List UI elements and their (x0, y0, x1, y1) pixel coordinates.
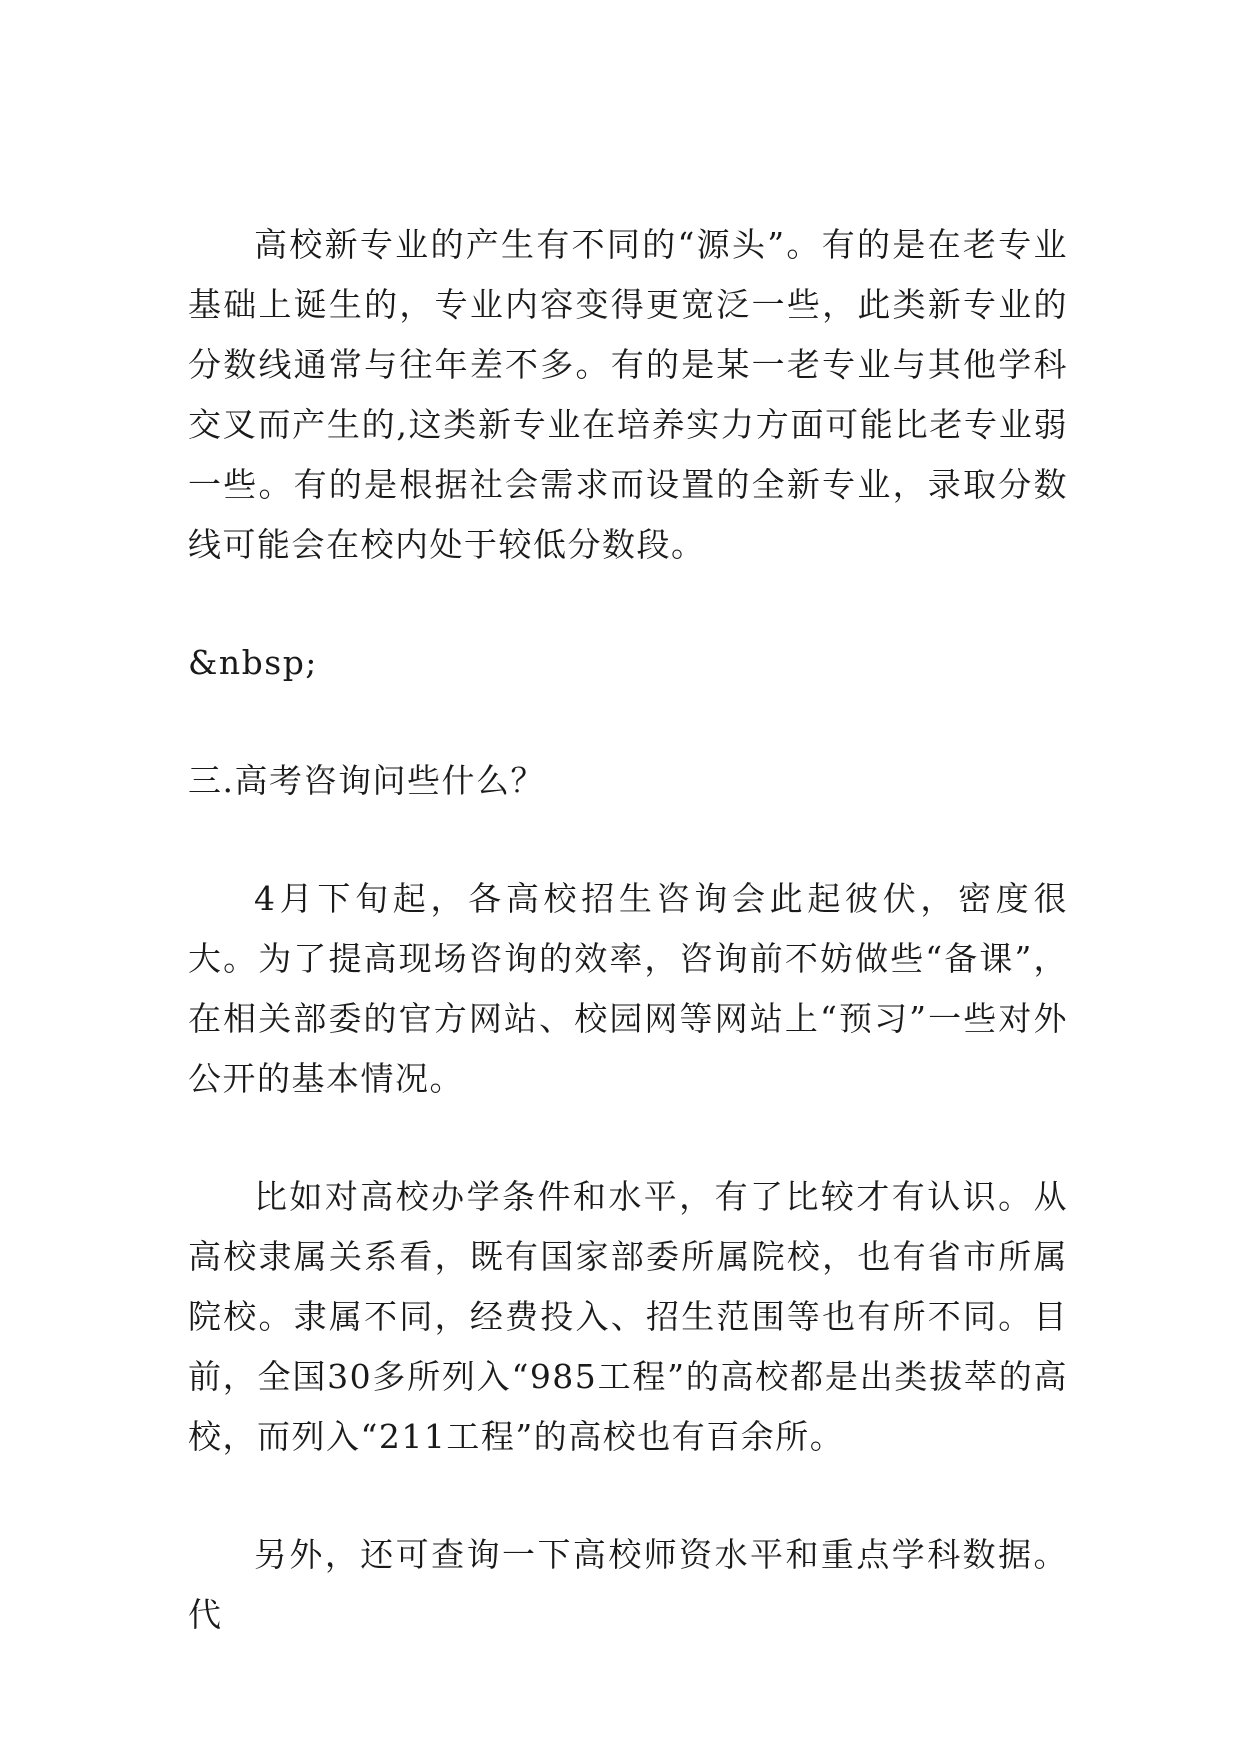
paragraph-faculty-disciplines: 另外，还可查询一下高校师资水平和重点学科数据。代 (188, 1535, 1068, 1634)
paragraph-nbsp-artifact: &nbsp; (188, 643, 318, 682)
document-body (188, 215, 1068, 1645)
paragraph-school-conditions: 比如对高校办学条件和水平，有了比较才有认识。从高校隶属关系看，既有国家部委所属院校，也有省市所属院校。隶属不同，经费投入、招生范围等也有所不同。目前，全国30多所列入“985工程”的高校都是出类拔萃的高校，而列入“211工程”的高校也有百余所。 (188, 1177, 1068, 1456)
paragraph-new-majors: 高校新专业的产生有不同的“源头”。有的是在老专业基础上诞生的，专业内容变得更宽泛一些，此类新专业的分数线通常与往年差不多。有的是某一老专业与其他学科交叉而产生的,这类新专业在培养实力方面可能比老专业弱一些。有的是根据社会需求而设置的全新专业，录取分数线可能会在校内处于较低分数段。 (188, 225, 1068, 564)
paragraph-april-consultation: 4月下旬起，各高校招生咨询会此起彼伏，密度很大。为了提高现场咨询的效率，咨询前不妨做些“备课”，在相关部委的官方网站、校园网等网站上“预习”一些对外公开的基本情况。 (188, 879, 1068, 1098)
section-heading-consultation: 三.高考咨询问些什么？ (188, 761, 545, 800)
